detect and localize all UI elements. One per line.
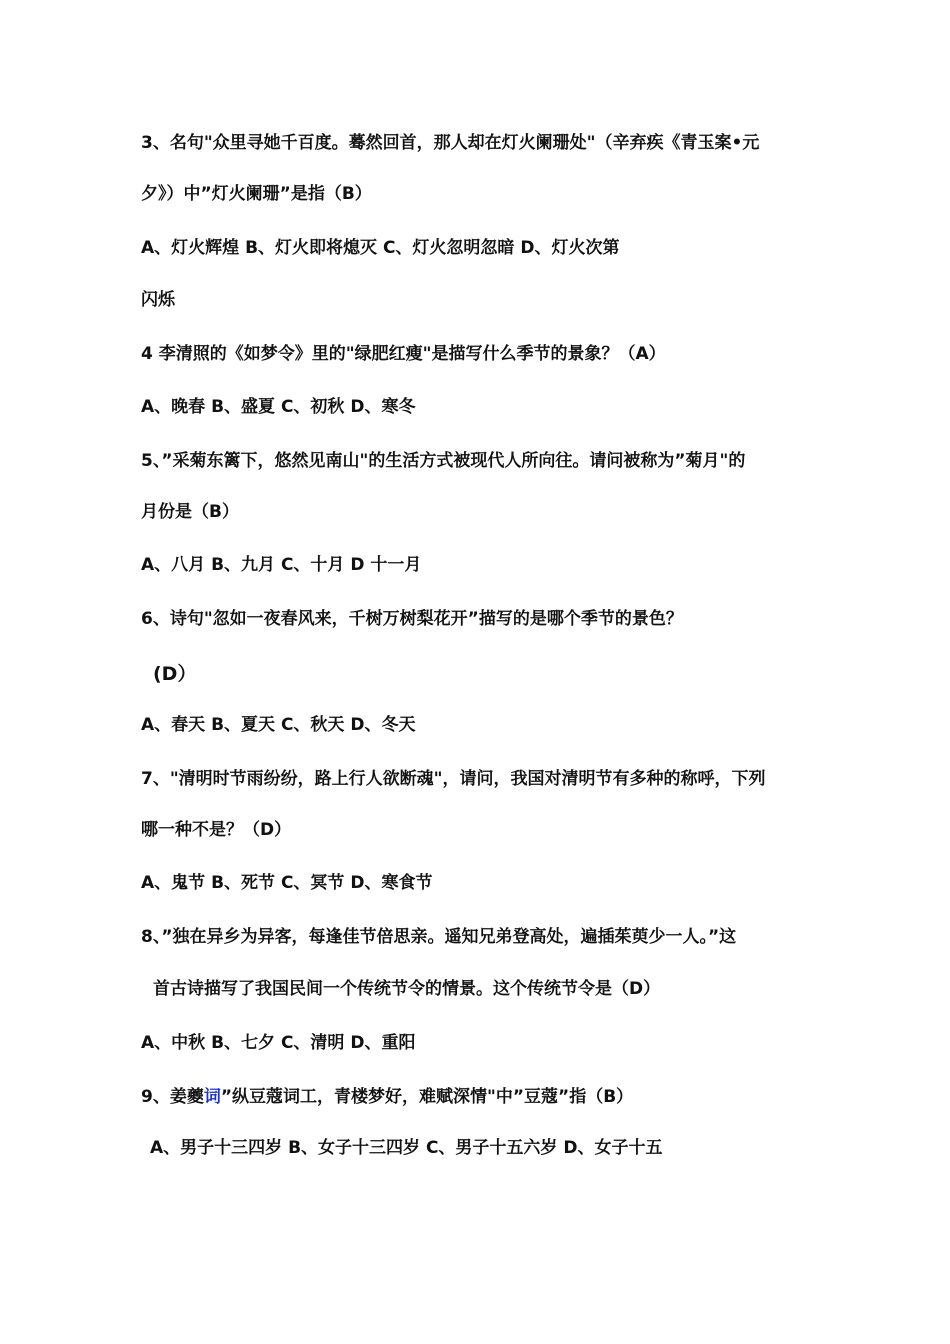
q6-options: A、春天 B、夏天 C、秋天 D、冬天 [141, 715, 416, 735]
q8-line-2: 首古诗描写了我国民间一个传统节令的情景。这个传统节令是（D） [153, 979, 661, 999]
q9-line [141, 1085, 633, 1109]
q6-line-1: 6、诗句"忽如一夜春风来，千树万树梨花开”描写的是哪个季节的景色？ [141, 609, 683, 629]
q9-prefix: 9、姜夔 [141, 1087, 204, 1107]
q7-line-2: 哪一种不是？（D） [141, 820, 292, 840]
q3-line-1: 3、名句"众里寻她千百度。蓦然回首，那人却在灯火阑珊处"（辛弃疾《青玉案•元 [141, 133, 760, 153]
q3-line-2: 夕》）中”灯火阑珊”是指（B） [141, 184, 372, 204]
q9-highlight-word: 词 [203, 1087, 221, 1107]
q4-options: A、晚春 B、盛夏 C、初秋 D、寒冬 [141, 397, 416, 417]
q3-options-line-2: 闪烁 [141, 290, 175, 310]
q9-suffix: ”纵豆蔻词工，青楼梦好，难赋深情"中”豆蔻”指（B） [220, 1087, 634, 1107]
q9-options: A、男子十三四岁 B、女子十三四岁 C、男子十五六岁 D、女子十五 [150, 1138, 663, 1158]
q5-options: A、八月 B、九月 C、十月 D 十一月 [141, 555, 422, 575]
q4-line: 4 李清照的《如梦令》里的"绿肥红瘦"是描写什么季节的景象？（A） [141, 344, 666, 364]
q7-line-1: 7、"清明时节雨纷纷，路上行人欲断魂"，请问，我国对清明节有多种的称呼，下列 [141, 769, 766, 789]
q5-line-1: 5、”采菊东篱下，悠然见南山"的生活方式被现代人所向往。请问被称为”菊月"的 [141, 451, 746, 471]
q5-line-2: 月份是（B） [141, 502, 239, 522]
q8-line-1: 8、”独在异乡为异客，每逢佳节倍思亲。遥知兄弟登高处，遍插茱萸少一人。”这 [141, 927, 737, 947]
q8-options: A、中秋 B、七夕 C、清明 D、重阳 [141, 1033, 416, 1053]
q6-line-2: (D） [153, 663, 197, 685]
q3-options-line-1: A、灯火辉煌 B、灯火即将熄灭 C、灯火忽明忽暗 D、灯火次第 [141, 238, 620, 258]
q7-options: A、鬼节 B、死节 C、冥节 D、寒食节 [141, 873, 433, 893]
